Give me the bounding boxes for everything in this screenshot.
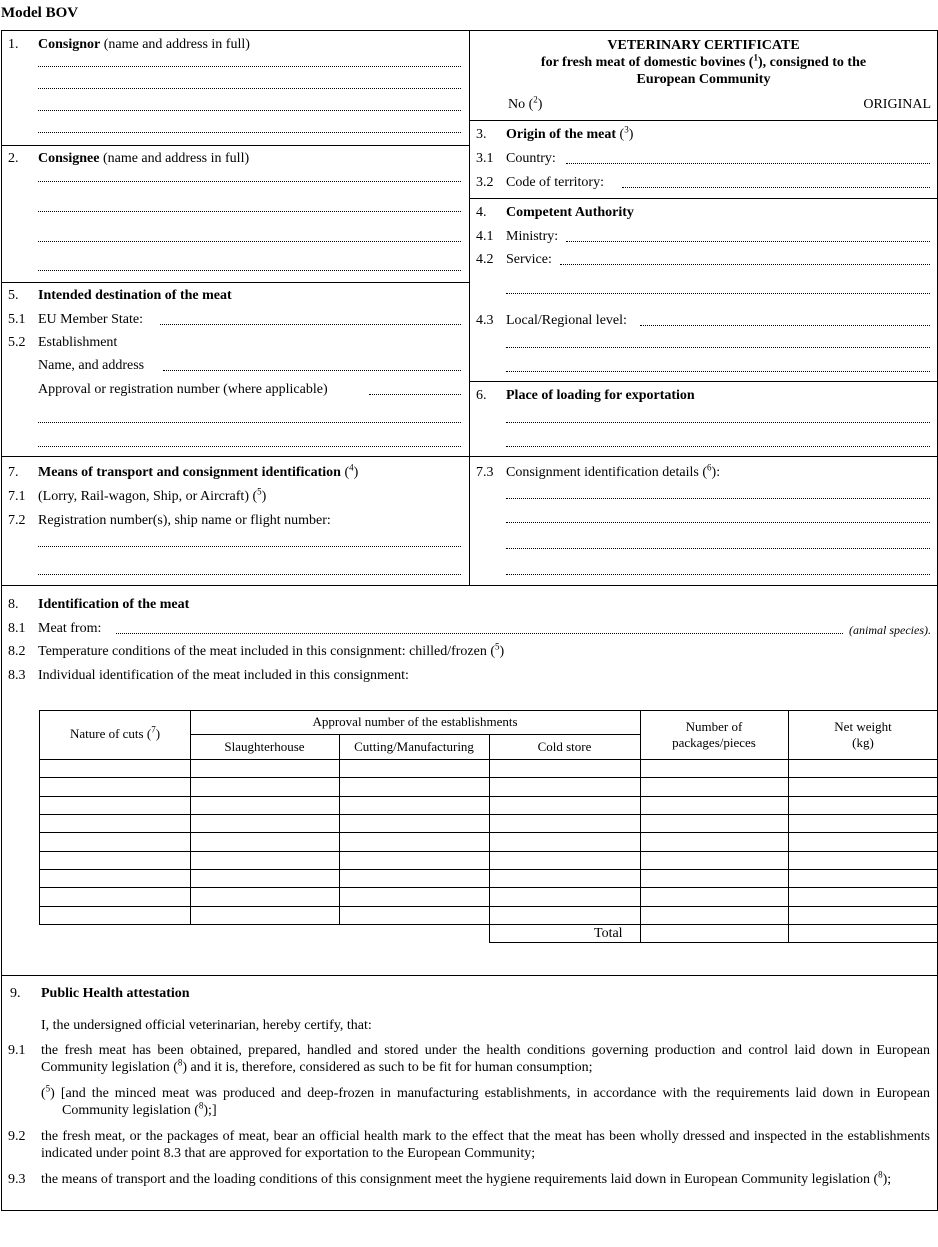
attestation-9-2: the fresh meat, or the packages of meat, bear an official health mark to the effect that the meat has been wholly dressed and inspected in the establishments indicated under point 8.3 that are approved for exportation to the European Community;: [41, 1129, 930, 1161]
registration-field[interactable]: [38, 546, 461, 547]
table-row: [39, 759, 938, 760]
ministry-label: Ministry:: [506, 229, 559, 244]
attestation-9-3: the means of transport and the loading conditions of this consignment meet the hygiene requirements laid down in European Community legislation ($^8$);: [41, 1169, 892, 1187]
consignor-line[interactable]: [38, 66, 461, 67]
member-state-label: EU Member State:: [38, 312, 143, 327]
local-level-label: Local/Regional level:: [506, 313, 627, 328]
s2-number: 2.: [8, 151, 19, 166]
name-address-field[interactable]: [163, 370, 461, 371]
s8-3-number: 8.3: [8, 668, 26, 683]
s3-1-number: 3.1: [476, 151, 494, 166]
territory-label: Code of territory:: [506, 175, 604, 190]
meat-id-heading: Identification of the meat: [38, 597, 190, 612]
s8-2-number: 8.2: [8, 644, 26, 659]
s8-1-number: 8.1: [8, 621, 26, 636]
consignee-heading: Consignee (name and address in full): [38, 151, 250, 166]
table-total-row: [489, 942, 938, 943]
public-health-heading: Public Health attestation: [41, 986, 190, 1001]
header-net-weight: Net weight (kg): [834, 719, 892, 750]
header-nature-of-cuts: Nature of cuts ($^7$): [69, 724, 161, 741]
country-label: Country:: [506, 151, 556, 166]
s9-3-number: 9.3: [8, 1172, 26, 1187]
animal-species-note: (animal species).: [849, 623, 931, 637]
total-label: Total: [594, 926, 623, 941]
column-divider: [469, 30, 470, 585]
title-line-2: for fresh meat of domestic bovines ($^1$), consigned to the: [540, 52, 867, 70]
s9-2-number: 9.2: [8, 1129, 26, 1144]
s4-number: 4.: [476, 205, 487, 220]
loading-place-field[interactable]: [506, 446, 930, 447]
table-col-line: [39, 710, 40, 924]
divider-4-6: [469, 381, 938, 382]
table-row[interactable]: [39, 869, 938, 870]
divider-1-2: [1, 145, 469, 146]
s4-3-number: 4.3: [476, 313, 494, 328]
transport-type-label: (Lorry, Rail-wagon, Ship, or Aircraft) ($^5$): [38, 486, 267, 504]
header-cold-store: Cold store: [537, 739, 592, 754]
meat-from-field[interactable]: [116, 633, 843, 634]
table-row[interactable]: [39, 814, 938, 815]
consignment-details-field[interactable]: [506, 548, 930, 549]
header-packages: Number of packages/pieces: [672, 719, 756, 750]
header-approval-number: Approval number of the establishments: [312, 714, 518, 729]
consignee-line[interactable]: [38, 211, 461, 212]
service-label: Service:: [506, 252, 552, 267]
consignor-heading: Consignor (name and address in full): [38, 37, 250, 52]
name-address-label: Name, and address: [38, 358, 145, 373]
meat-from-label: Meat from:: [38, 621, 102, 636]
individual-id-label: Individual identification of the meat included in this consignment:: [38, 668, 409, 683]
s1-number: 1.: [8, 37, 19, 52]
table-col-line: [489, 734, 490, 942]
approval-number-field[interactable]: [369, 394, 461, 395]
attestation-intro: I, the undersigned official veterinarian, hereby certify, that:: [41, 1018, 372, 1033]
member-state-field[interactable]: [160, 324, 461, 325]
table-subheader-border: [190, 734, 640, 735]
divider-8-9: [1, 975, 938, 976]
table-row[interactable]: [39, 777, 938, 778]
country-field[interactable]: [566, 163, 930, 164]
table-row[interactable]: [39, 924, 938, 925]
s5-number: 5.: [8, 288, 19, 303]
s5-2-number: 5.2: [8, 335, 26, 350]
model-label: Model BOV: [1, 5, 79, 21]
destination-heading: Intended destination of the meat: [38, 288, 232, 303]
s8-number: 8.: [8, 597, 19, 612]
local-level-field[interactable]: [506, 371, 930, 372]
table-col-line: [339, 734, 340, 924]
divider-7-8: [1, 585, 938, 586]
service-field[interactable]: [506, 293, 930, 294]
s3-2-number: 3.2: [476, 175, 494, 190]
consignment-details-label: Consignment identification details ($^6$):: [506, 462, 721, 480]
approval-number-label: Approval or registration number (where applicable): [38, 382, 328, 397]
certificate-number-label: No ($^2$): [508, 94, 543, 112]
s7-number: 7.: [8, 465, 19, 480]
ministry-field[interactable]: [566, 241, 930, 242]
temperature-label: Temperature conditions of the meat included in this consignment: chilled/frozen ($^5$): [38, 641, 505, 659]
establishment-label: Establishment: [38, 335, 118, 350]
divider-header-3: [469, 120, 938, 121]
consignor-line[interactable]: [38, 132, 461, 133]
s3-number: 3.: [476, 127, 487, 142]
header-slaughterhouse: Slaughterhouse: [224, 739, 305, 754]
origin-heading: Origin of the meat ($^3$): [506, 124, 634, 142]
approval-number-field[interactable]: [38, 446, 461, 447]
territory-field[interactable]: [622, 187, 930, 188]
attestation-9-1-minced: ($^5$) [and the minced meat was produced and deep-frozen in manufacturing establishments, in accordance with the requirements laid down in European Community legislation ($^8$);]: [41, 1083, 930, 1118]
registration-label: Registration number(s), ship name or flight number:: [38, 513, 331, 528]
s9-number: 9.: [10, 986, 21, 1001]
consignee-line[interactable]: [38, 241, 461, 242]
loading-place-field[interactable]: [506, 422, 930, 423]
s6-number: 6.: [476, 388, 487, 403]
s4-2-number: 4.2: [476, 252, 494, 267]
divider-3-4: [469, 198, 938, 199]
table-row[interactable]: [39, 851, 938, 852]
consignment-details-field[interactable]: [506, 574, 930, 575]
s7-3-number: 7.3: [476, 465, 494, 480]
transport-heading: Means of transport and consignment identification ($^4$): [38, 462, 359, 480]
consignment-details-field[interactable]: [506, 522, 930, 523]
s7-2-number: 7.2: [8, 513, 26, 528]
authority-heading: Competent Authority: [506, 205, 634, 220]
s7-1-number: 7.1: [8, 489, 26, 504]
consignor-line[interactable]: [38, 88, 461, 89]
title-line-3: European Community: [636, 72, 771, 87]
local-level-field[interactable]: [506, 347, 930, 348]
table-row[interactable]: [39, 832, 938, 833]
consignee-line[interactable]: [38, 270, 461, 271]
consignee-line[interactable]: [38, 181, 461, 182]
certificate-title: [470, 37, 937, 88]
table-row[interactable]: [39, 796, 938, 797]
approval-number-field[interactable]: [38, 422, 461, 423]
consignment-details-field[interactable]: [506, 498, 930, 499]
local-level-field[interactable]: [640, 325, 930, 326]
consignor-line[interactable]: [38, 110, 461, 111]
header-cutting: Cutting/Manufacturing: [354, 739, 474, 754]
registration-field[interactable]: [38, 574, 461, 575]
table-row[interactable]: [39, 887, 938, 888]
table-row[interactable]: [39, 906, 938, 907]
table-top-border: [39, 710, 938, 711]
title-line-1: VETERINARY CERTIFICATE: [607, 38, 800, 53]
service-field[interactable]: [560, 264, 930, 265]
divider-5-7: [1, 456, 938, 457]
s9-1-number: 9.1: [8, 1043, 26, 1058]
divider-2-5: [1, 282, 469, 283]
original-label: ORIGINAL: [863, 97, 931, 112]
s5-1-number: 5.1: [8, 312, 26, 327]
attestation-9-1: the fresh meat has been obtained, prepared, handled and stored under the health conditions governing production and control laid down in European Community legislation ($^8$) and it is, therefore, considered as such to be fit for human consumption;: [41, 1043, 930, 1075]
s4-1-number: 4.1: [476, 229, 494, 244]
loading-place-heading: Place of loading for exportation: [506, 388, 695, 403]
